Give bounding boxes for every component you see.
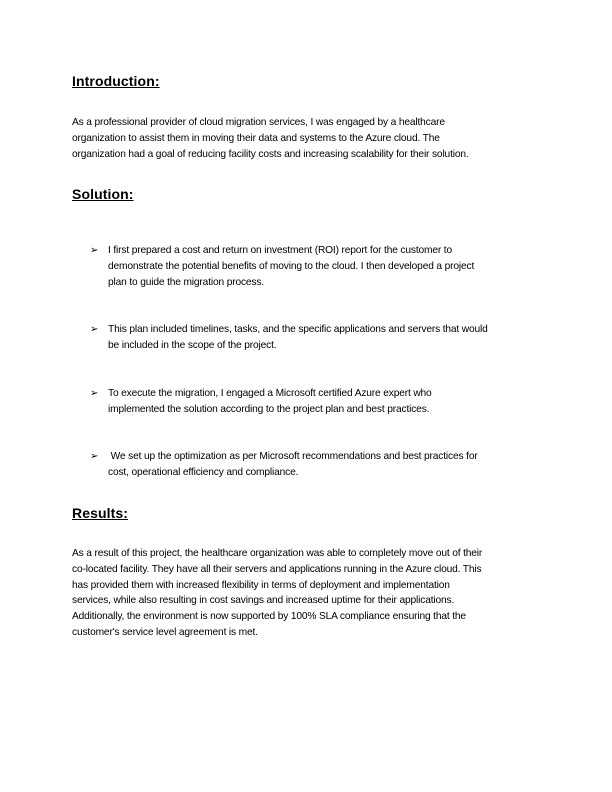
paragraph-line: organization to assist them in moving their data and systems to the Azure cloud. The bbox=[72, 132, 440, 144]
paragraph-line: As a result of this project, the healthcare organization was able to completely move out of their bbox=[72, 548, 483, 559]
bullet-line: implemented the solution according to the project plan and best practices. bbox=[108, 403, 430, 415]
bullet-line: be included in the scope of the project. bbox=[108, 339, 277, 351]
arrow-bullet-icon: ➢ bbox=[90, 324, 99, 335]
heading-solution: Solution: bbox=[72, 186, 134, 202]
bullet-text bbox=[108, 322, 548, 354]
bullet-line: To execute the migration, I engaged a Microsoft certified Azure expert who bbox=[108, 388, 432, 399]
bullet-line: demonstrate the potential benefits of moving to the cloud. I then developed a project bbox=[108, 260, 475, 272]
bullet-line: This plan included timelines, tasks, and the specific applications and servers that would bbox=[108, 324, 488, 335]
bullet-line: cost, operational efficiency and compliance. bbox=[108, 466, 299, 478]
bullet-text bbox=[108, 386, 548, 418]
bullet-text bbox=[108, 243, 548, 290]
paragraph-line: co-located facility. They have all their servers and applications running in the Azure cloud. This bbox=[72, 563, 482, 575]
bullet-line: I first prepared a cost and return on investment (ROI) report for the customer to bbox=[108, 245, 453, 256]
results-paragraph bbox=[72, 546, 542, 641]
paragraph-line: organization had a goal of reducing facility costs and increasing scalability for their solution. bbox=[72, 148, 469, 160]
paragraph-line: As a professional provider of cloud migration services, I was engaged by a healthcare bbox=[72, 117, 445, 128]
paragraph-line: has provided them with increased flexibility in terms of deployment and implementation bbox=[72, 579, 450, 591]
arrow-bullet-icon: ➢ bbox=[90, 245, 99, 256]
bullet-line: We set up the optimization as per Microsoft recommendations and best practices for bbox=[108, 451, 478, 462]
bullet-text bbox=[108, 449, 548, 481]
heading-results: Results: bbox=[72, 505, 129, 521]
paragraph-line: services, while also resulting in cost savings and increased uptime for their applications. bbox=[72, 595, 455, 607]
arrow-bullet-icon: ➢ bbox=[90, 388, 99, 399]
heading-introduction: Introduction: bbox=[72, 73, 160, 89]
bullet-line: plan to guide the migration process. bbox=[108, 276, 264, 288]
introduction-paragraph bbox=[72, 115, 542, 162]
arrow-bullet-icon: ➢ bbox=[90, 451, 99, 462]
paragraph-line: customer's service level agreement is met. bbox=[72, 626, 258, 638]
paragraph-line: Additionally, the environment is now supported by 100% SLA compliance ensuring that the bbox=[72, 611, 466, 623]
